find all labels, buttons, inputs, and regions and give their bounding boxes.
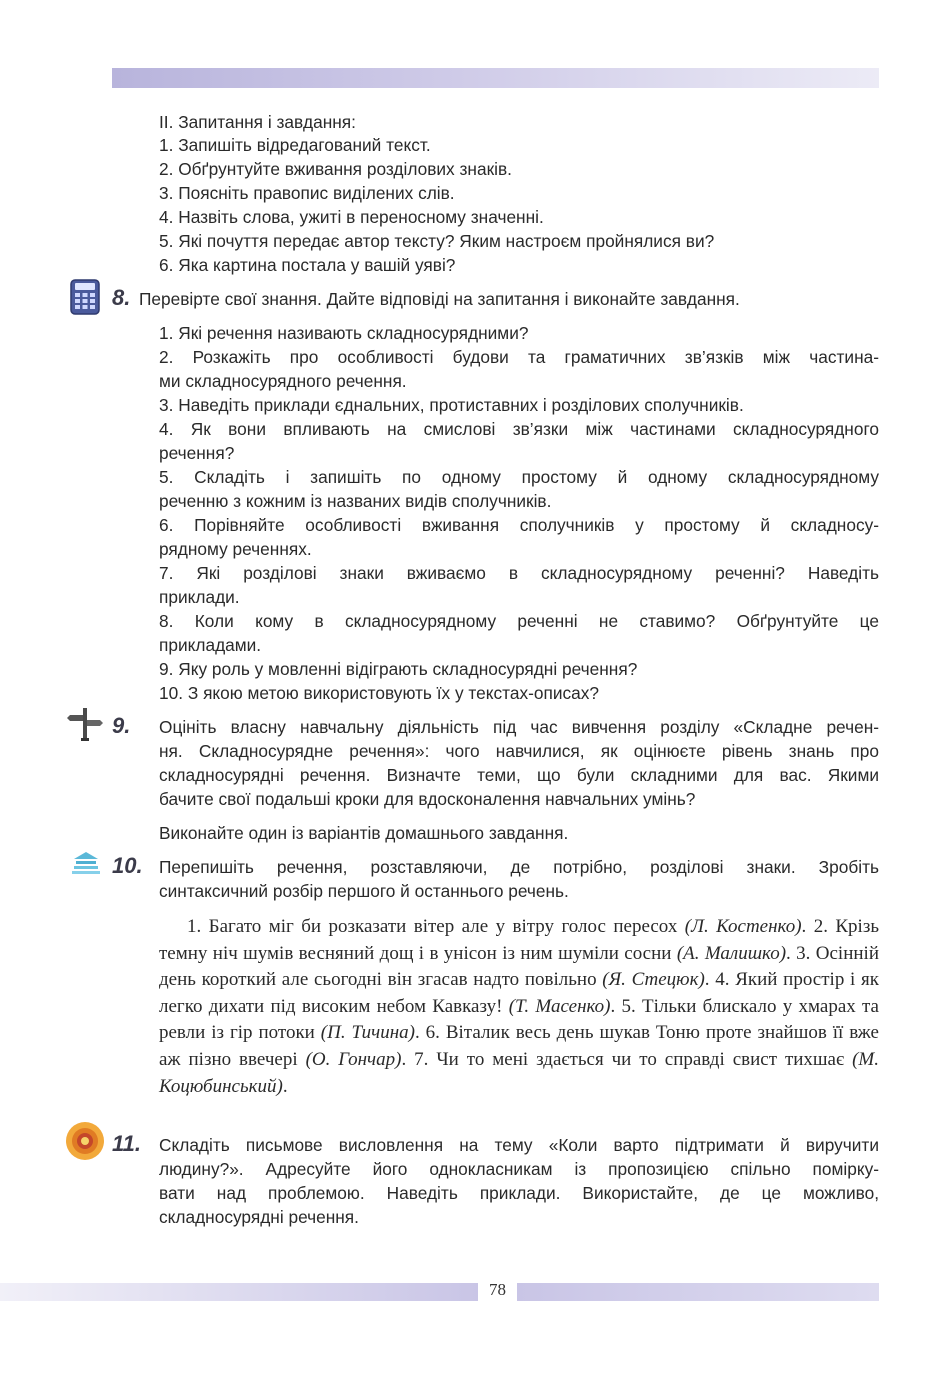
footer-bar-left <box>0 1283 478 1301</box>
list-item: 5. Складіть і запишіть по одному простому й одному складносурядному <box>159 467 879 487</box>
sun-flower-icon <box>64 1120 106 1167</box>
task-8-intro: Перевірте свої знання. Дайте відповіді на запитання і виконайте завдання. <box>139 289 740 309</box>
exercise-author: (О. Гончар) <box>305 1048 402 1070</box>
list-item: прикладами. <box>159 635 262 655</box>
list-item: 3. Наведіть приклади єднальних, протиставних і розділових сполучників. <box>159 395 744 415</box>
signpost-icon <box>66 706 106 747</box>
list-item: 9. Яку роль у мовленні відіграють складносурядні речення? <box>159 659 638 679</box>
list-item: рядному реченнях. <box>159 539 312 559</box>
exercise-author: (Л. Костенко) <box>684 916 802 937</box>
list-item: 5. Які почуття передає автор тексту? Яким настроєм пройнялися ви? <box>159 231 715 251</box>
paragraph-line: синтаксичний розбір першого й останнього речень. <box>159 881 569 901</box>
exercise-author: (М. Коцюбинський) <box>159 1048 879 1097</box>
paragraph-line: вати над проблемою. Наведіть приклади. Використайте, де це можливо, <box>159 1183 879 1203</box>
header-bar <box>112 68 879 88</box>
list-item: приклади. <box>159 587 240 607</box>
exercise-author: (П. Тичина) <box>320 1022 415 1044</box>
list-item: 6. Яка картина постала у вашій уяві? <box>159 255 456 275</box>
exercise-sentence: . <box>282 1075 288 1097</box>
house-stack-icon <box>70 850 102 883</box>
homework-note: Виконайте один із варіантів домашнього завдання. <box>159 823 569 843</box>
exercise-text <box>159 914 879 1100</box>
exercise-author: (Я. Стецюк) <box>602 969 705 991</box>
list-item: 7. Які розділові знаки вживаємо в складносурядному реченні? Наведіть <box>159 563 879 583</box>
page-number: 78 <box>489 1280 506 1299</box>
exercise-sentence: . 7. Чи то мені здається чи то справді свист тихшає <box>401 1048 853 1070</box>
task-10-number: 10. <box>112 853 143 878</box>
exercise-author: (Т. Масенко) <box>508 995 611 1017</box>
paragraph-line: людину?». Адресуйте його однокласникам із пропозицією спільно помірку- <box>159 1159 879 1179</box>
list-item: 6. Порівняйте особливості вживання сполучників у простому й складносу- <box>159 515 879 535</box>
calculator-icon <box>70 279 100 320</box>
paragraph-line: бачите свої подальші кроки для вдосконалення навчальних умінь? <box>159 789 696 809</box>
task-11-number: 11. <box>112 1131 141 1156</box>
exercise-sentence: 1. Багато міг би розказати вітер але у вітру голос пересох <box>187 916 685 937</box>
list-item: 2. Обґрунтуйте вживання розділових знаків. <box>159 159 512 179</box>
exercise-sentence: . 5. Тільки блискало у хмарах та ревли із гір потоки <box>159 995 879 1044</box>
exercise-author: (А. Малишко) <box>676 942 787 964</box>
task-9-number: 9. <box>112 713 131 738</box>
paragraph-line: ня. Складносурядне речення»: чого навчилися, як оцінюєте рівень знань про <box>159 741 879 761</box>
paragraph-line: Оцініть власну навчальну діяльність під час вивчення розділу «Складне речен- <box>159 717 879 737</box>
paragraph-line: Перепишіть речення, розставляючи, де потрібно, розділові знаки. Зробіть <box>159 857 879 877</box>
list-item: речення? <box>159 443 235 463</box>
list-item: реченню з кожним із названих видів сполучників. <box>159 491 552 511</box>
exercise-sentence: . 2. Крізь темну ніч шумів весняний дощ і в унісон із ним шуміли сосни <box>159 916 880 964</box>
paragraph-line: складносурядні речення. <box>159 1207 359 1227</box>
footer-bar-right <box>517 1283 879 1301</box>
paragraph-line: Складіть письмове висловлення на тему «Коли варто підтримати й виручити <box>159 1135 879 1155</box>
section-2-heading: ІІ. Запитання і завдання: <box>159 112 356 132</box>
paragraph-line: складносурядні речення. Визначте теми, що були складними для вас. Якими <box>159 765 879 785</box>
exercise-sentence: . 3. Осінній день короткий але сьогодні він згасав надто повільно <box>159 942 879 991</box>
list-item: 4. Як вони впливають на смислові зв’язки між частинами складносурядного <box>159 419 879 439</box>
exercise-sentence: . 6. Віталик весь день шукав Тоню проте знайшов її вже аж пізно ввечері <box>159 1022 879 1070</box>
list-item: 1. Які речення називають складносурядними? <box>159 323 529 343</box>
list-item: 2. Розкажіть про особливості будови та граматичних зв’язків між частина- <box>159 347 879 367</box>
task-8-number: 8. <box>112 285 131 310</box>
exercise-sentence: . 4. Який простір і як легко дихати під високим небом Кавказу! <box>159 969 879 1017</box>
list-item: 3. Поясніть правопис виділених слів. <box>159 183 455 203</box>
list-item: ми складносурядного речення. <box>159 371 407 391</box>
list-item: 10. З якою метою використовують їх у текстах-описах? <box>159 683 600 703</box>
list-item: 8. Коли кому в складносурядному реченні не ставимо? Обґрунтуйте це <box>159 611 879 631</box>
list-item: 1. Запишіть відредагований текст. <box>159 135 431 155</box>
list-item: 4. Назвіть слова, ужиті в переносному значенні. <box>159 207 544 227</box>
